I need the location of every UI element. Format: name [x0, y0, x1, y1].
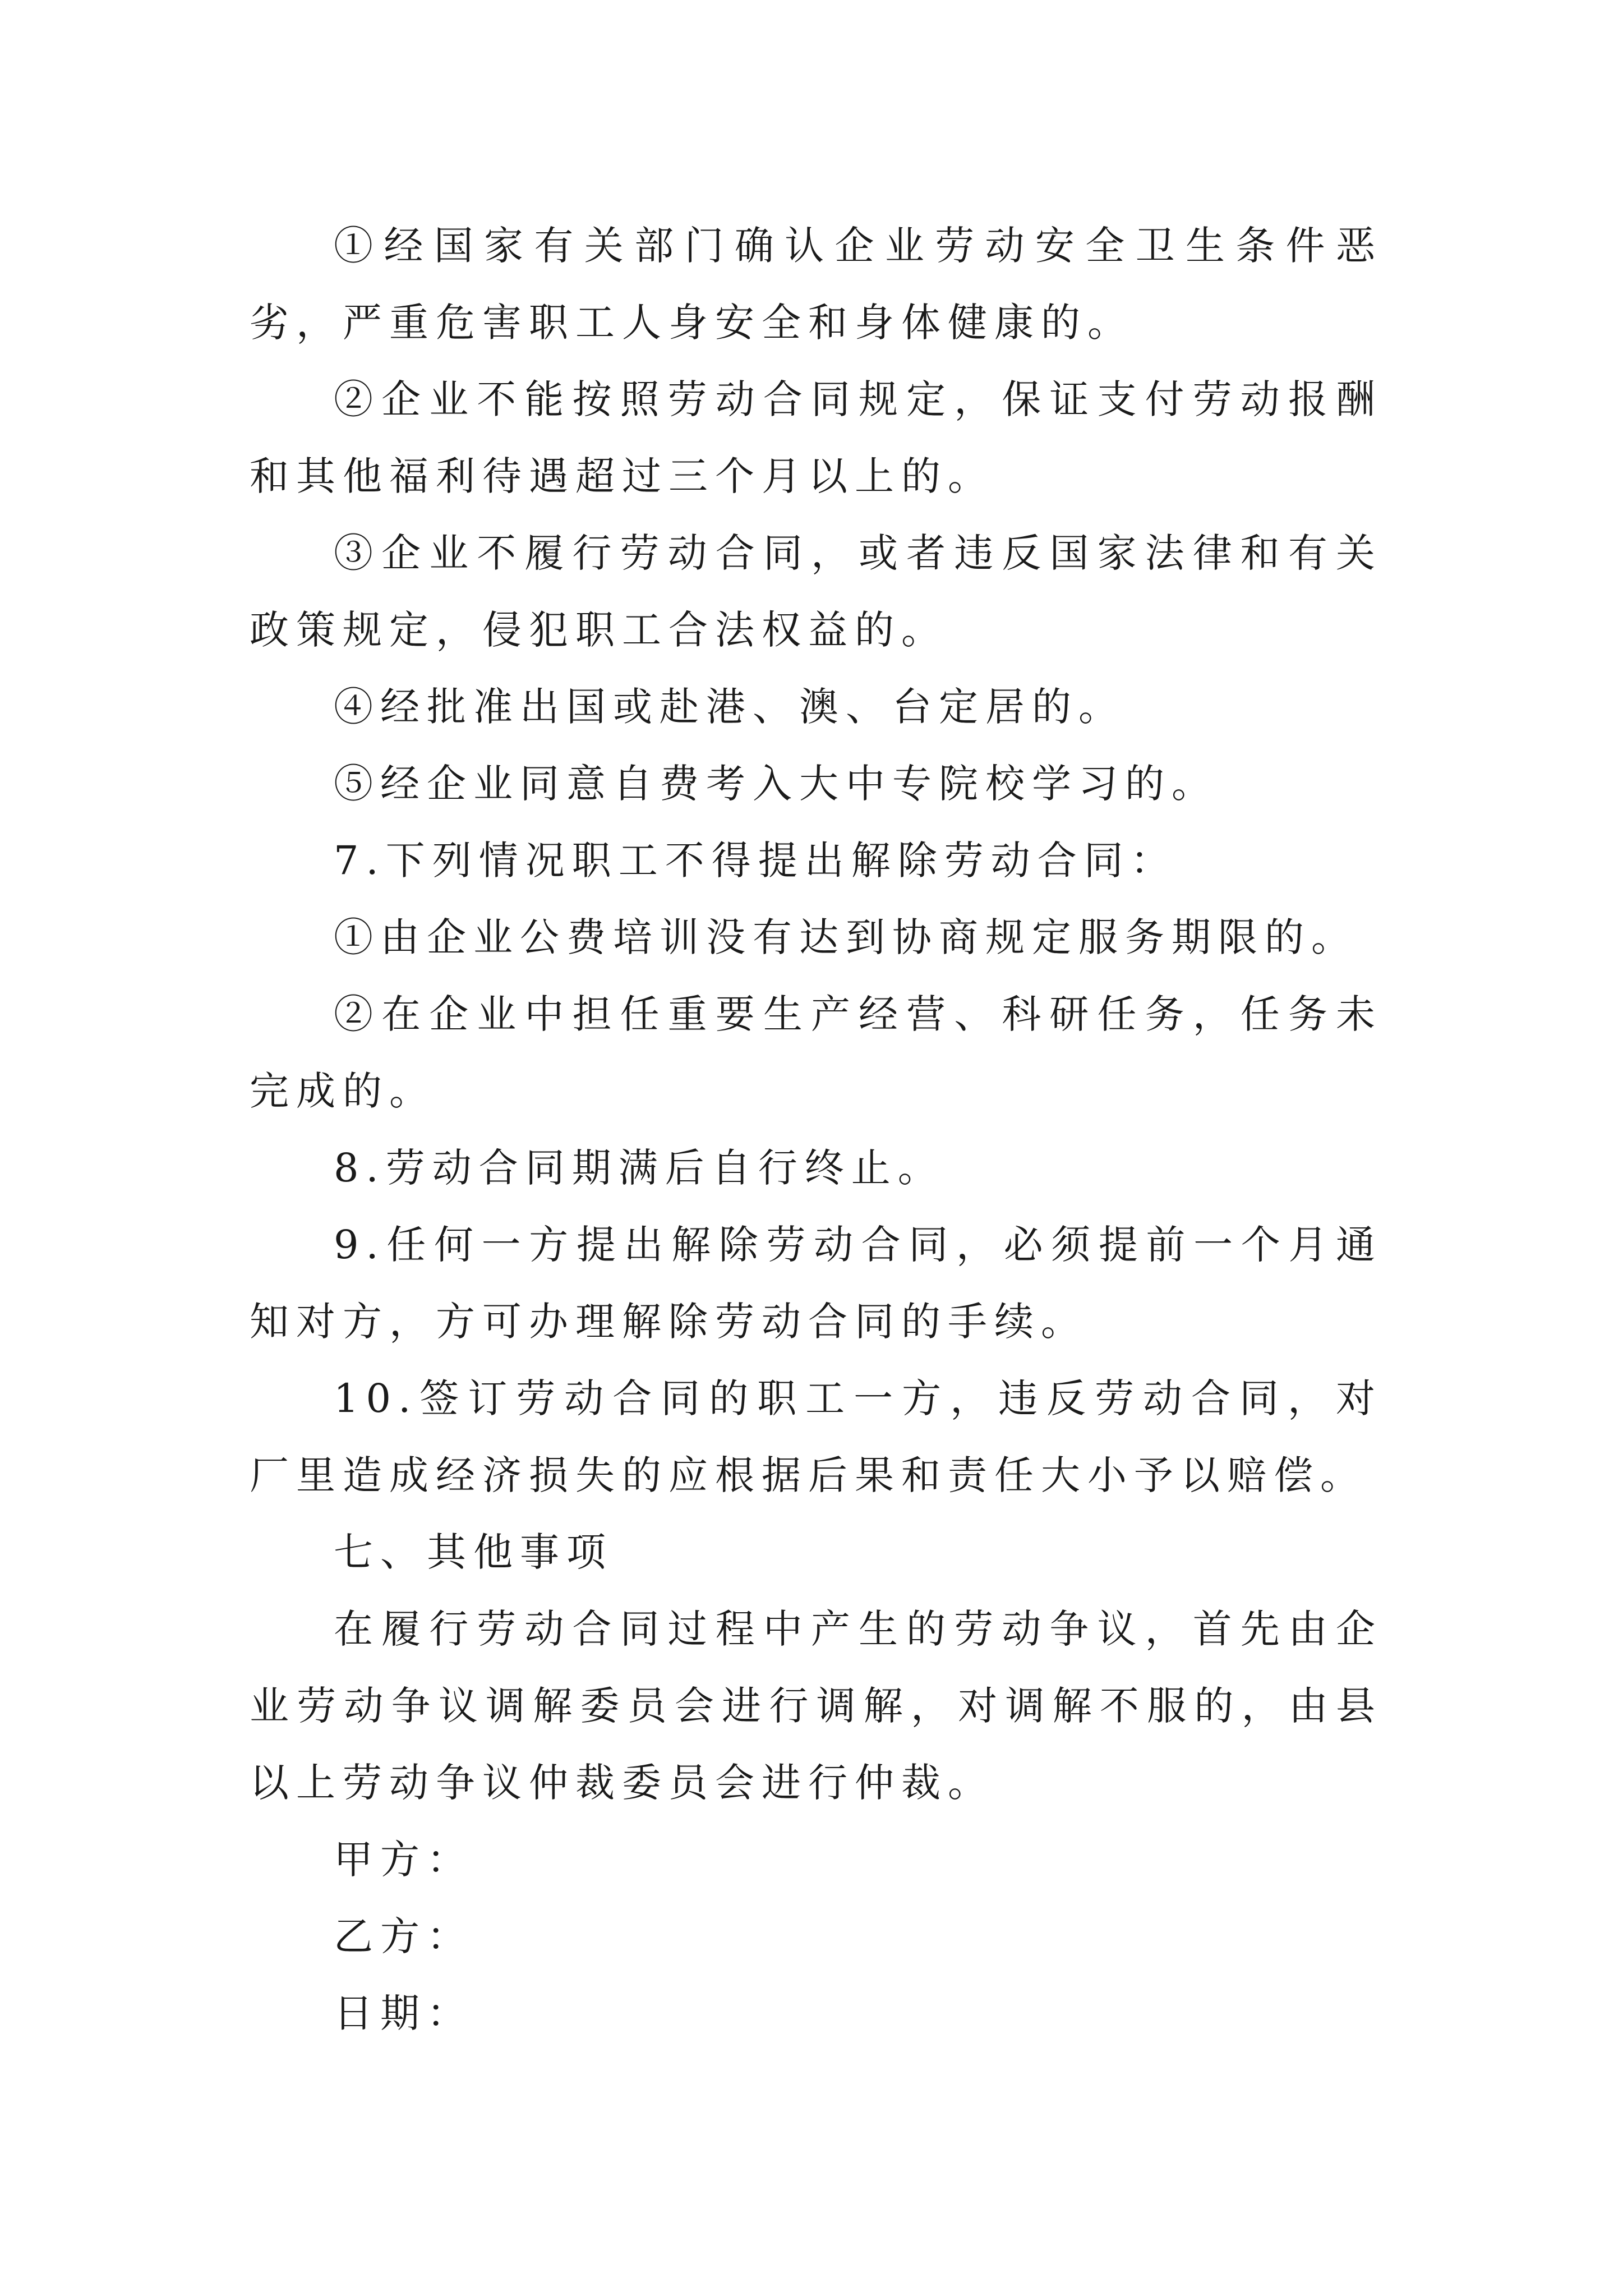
dispute-paragraph: 在履行劳动合同过程中产生的劳动争议，首先由企业劳动争议调解委员会进行调解，对调解不服的，由县以上劳动争议仲裁委员会进行仲裁。	[250, 1606, 1382, 1806]
party-a-label: 甲方：	[334, 1837, 473, 1883]
paragraph-4: ④经批准出国或赴港、澳、台定居的。	[334, 684, 1125, 730]
party-b-label: 乙方：	[334, 1913, 473, 1959]
paragraph-8: ②在企业中担任重要生产经营、科研任务，任务未完成的。	[250, 991, 1382, 1114]
clause-10: 10.签订劳动合同的职工一方，违反劳动合同，对厂里造成经济损失的应根据后果和责任大小予以赔偿。	[250, 1375, 1382, 1498]
section-7-heading: 七、其他事项	[334, 1529, 613, 1575]
paragraph-1: ①经国家有关部门确认企业劳动安全卫生条件恶劣，严重危害职工人身安全和身体健康的。	[250, 223, 1382, 346]
paragraph-2: ②企业不能按照劳动合同规定，保证支付劳动报酬和其他福利待遇超过三个月以上的。	[250, 376, 1382, 499]
clause-7-heading: 7.下列情况职工不得提出解除劳动合同：	[334, 838, 1177, 884]
paragraph-5: ⑤经企业同意自费考入大中专院校学习的。	[334, 761, 1218, 807]
paragraph-3: ③企业不履行劳动合同，或者违反国家法律和有关政策规定，侵犯职工合法权益的。	[250, 530, 1382, 653]
clause-8: 8.劳动合同期满后自行终止。	[334, 1145, 944, 1191]
document-page	[250, 208, 1382, 2052]
paragraph-7: ①由企业公费培训没有达到协商规定服务期限的。	[334, 914, 1358, 960]
date-label: 日期：	[334, 1990, 473, 2036]
clause-9: 9.任何一方提出解除劳动合同，必须提前一个月通知对方，方可办理解除劳动合同的手续。	[250, 1222, 1382, 1345]
